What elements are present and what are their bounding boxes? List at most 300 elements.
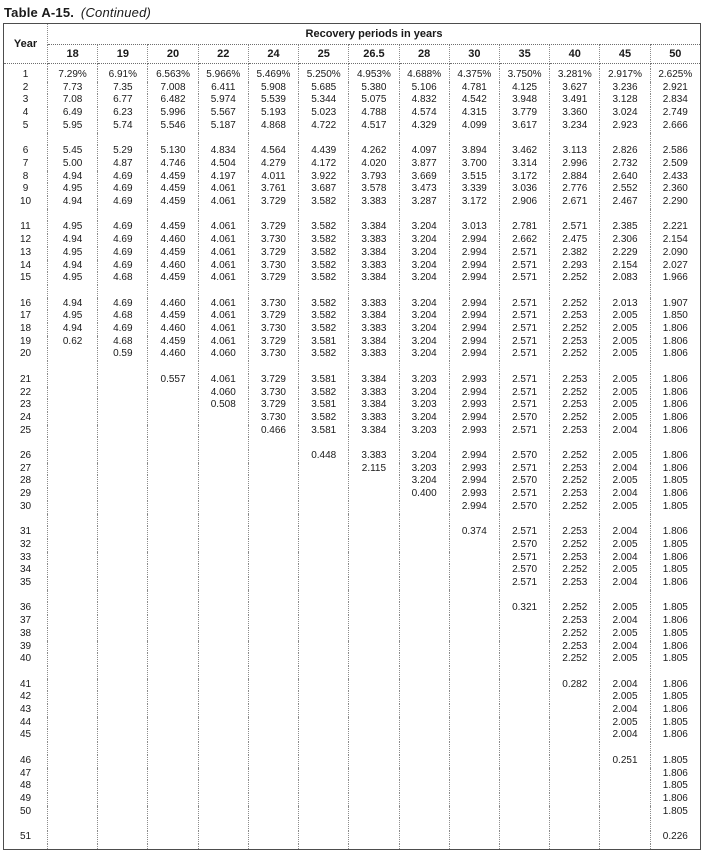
rate-cell: 3.383 — [349, 387, 399, 400]
spacer-cell — [98, 285, 148, 298]
rate-cell: 3.729 — [248, 399, 298, 412]
spacer-cell — [349, 209, 399, 222]
rate-cell — [248, 552, 298, 565]
year-cell: 34 — [4, 564, 48, 577]
rate-cell: 2.004 — [600, 679, 650, 692]
spacer-cell — [349, 437, 399, 450]
rate-cell: 4.459 — [148, 196, 198, 209]
table-header — [4, 24, 701, 64]
rate-cell: 2.005 — [600, 336, 650, 349]
rate-cell: 3.203 — [399, 425, 449, 438]
table-row-year-48 — [4, 780, 701, 793]
rate-cell — [48, 412, 98, 425]
spacer-cell — [650, 666, 700, 679]
rate-cell — [148, 501, 198, 514]
spacer-cell — [550, 361, 600, 374]
rate-cell — [198, 475, 248, 488]
rate-cell: 2.004 — [600, 488, 650, 501]
rate-cell — [198, 691, 248, 704]
rate-cell: 2.884 — [550, 171, 600, 184]
rate-cell: 3.922 — [299, 171, 349, 184]
rate-cell: 3.582 — [299, 348, 349, 361]
spacer-cell — [499, 437, 549, 450]
spacer-cell — [148, 742, 198, 755]
rate-cell: 4.060 — [198, 348, 248, 361]
rate-cell — [399, 653, 449, 666]
spacer-cell — [349, 133, 399, 146]
rate-cell: 2.433 — [650, 171, 700, 184]
rate-cell — [349, 780, 399, 793]
rate-cell: 3.730 — [248, 412, 298, 425]
table-row-year-34 — [4, 564, 701, 577]
table-row-year-33 — [4, 552, 701, 565]
table-row-year-28 — [4, 475, 701, 488]
table-row-year-3 — [4, 94, 701, 107]
table-row-year-27 — [4, 463, 701, 476]
rate-cell: 2.906 — [499, 196, 549, 209]
spacer-cell — [550, 818, 600, 831]
rate-cell: 2.994 — [449, 260, 499, 273]
rate-cell: 3.894 — [449, 145, 499, 158]
rate-cell — [600, 768, 650, 781]
edge-spacer-row — [4, 844, 701, 850]
rate-cell — [98, 412, 148, 425]
spacer-cell — [248, 818, 298, 831]
spacer-cell — [399, 361, 449, 374]
rate-cell — [98, 577, 148, 590]
spacer-cell — [600, 514, 650, 527]
year-cell: 1 — [4, 69, 48, 82]
rate-cell: 1.805 — [650, 602, 700, 615]
rate-cell — [148, 615, 198, 628]
rate-cell: 3.730 — [248, 260, 298, 273]
rate-cell — [248, 806, 298, 819]
spacer-cell — [299, 285, 349, 298]
rate-cell: 0.62 — [48, 336, 98, 349]
rate-cell: 3.234 — [550, 120, 600, 133]
rate-cell: 3.113 — [550, 145, 600, 158]
spacer-cell — [4, 742, 48, 755]
rate-cell — [399, 729, 449, 742]
table-row-year-5 — [4, 120, 701, 133]
rate-cell — [449, 577, 499, 590]
rate-cell: 1.907 — [650, 298, 700, 311]
rate-cell: 4.459 — [148, 171, 198, 184]
spacer-cell — [399, 133, 449, 146]
spacer-cell — [48, 437, 98, 450]
spacer-cell — [299, 209, 349, 222]
rate-cell — [299, 768, 349, 781]
rate-cell: 2.994 — [449, 450, 499, 463]
rate-cell: 2.571 — [499, 260, 549, 273]
rate-cell: 2.005 — [600, 310, 650, 323]
rate-cell: 2.571 — [499, 488, 549, 501]
rate-cell: 4.459 — [148, 310, 198, 323]
rate-cell: 3.700 — [449, 158, 499, 171]
rate-cell: 3.013 — [449, 221, 499, 234]
spacer-cell — [248, 514, 298, 527]
spacer-cell — [248, 285, 298, 298]
rate-cell: 3.877 — [399, 158, 449, 171]
rate-cell: 1.850 — [650, 310, 700, 323]
rate-cell: 3.204 — [399, 221, 449, 234]
rate-cell: 1.806 — [650, 768, 700, 781]
rate-cell: 2.252 — [550, 450, 600, 463]
rate-cell: 2.253 — [550, 526, 600, 539]
rate-cell — [198, 488, 248, 501]
rate-cell — [98, 539, 148, 552]
rate-cell — [198, 501, 248, 514]
rate-cell — [248, 488, 298, 501]
rate-cell — [349, 729, 399, 742]
rate-cell — [198, 780, 248, 793]
rate-cell — [248, 793, 298, 806]
rate-cell — [399, 628, 449, 641]
rate-cell — [248, 526, 298, 539]
rate-cell: 4.69 — [98, 234, 148, 247]
group-spacer-row — [4, 742, 701, 755]
rate-cell — [48, 564, 98, 577]
rate-cell: 4.95 — [48, 247, 98, 260]
rate-cell: 5.908 — [248, 82, 298, 95]
rate-cell — [98, 552, 148, 565]
year-cell: 18 — [4, 323, 48, 336]
rate-cell: 3.582 — [299, 234, 349, 247]
rate-cell — [148, 704, 198, 717]
rate-cell: 3.036 — [499, 183, 549, 196]
rate-cell — [499, 679, 549, 692]
rate-cell: 2.005 — [600, 691, 650, 704]
rate-cell: 2.004 — [600, 526, 650, 539]
rate-cell — [98, 475, 148, 488]
rate-cell — [148, 412, 198, 425]
rate-cell — [198, 641, 248, 654]
rate-cell: 3.729 — [248, 272, 298, 285]
rate-cell — [550, 780, 600, 793]
year-cell: 13 — [4, 247, 48, 260]
rate-cell: 5.966% — [198, 69, 248, 82]
rate-cell — [98, 780, 148, 793]
spacer-cell — [499, 361, 549, 374]
rate-cell — [399, 717, 449, 730]
rate-cell: 4.95 — [48, 310, 98, 323]
rate-cell — [48, 399, 98, 412]
rate-cell: 1.805 — [650, 806, 700, 819]
spacer-cell — [349, 285, 399, 298]
spacer-cell — [650, 209, 700, 222]
rate-cell — [148, 768, 198, 781]
rate-cell: 4.564 — [248, 145, 298, 158]
spacer-cell — [499, 209, 549, 222]
rate-cell: 4.68 — [98, 272, 148, 285]
rate-cell — [349, 488, 399, 501]
rate-cell — [48, 729, 98, 742]
rate-cell: 1.805 — [650, 717, 700, 730]
rate-cell — [98, 387, 148, 400]
rate-cell: 2.571 — [499, 463, 549, 476]
spacer-cell — [449, 437, 499, 450]
rate-cell: 2.253 — [550, 577, 600, 590]
rate-cell: 2.994 — [449, 475, 499, 488]
table-row-year-43 — [4, 704, 701, 717]
rate-cell: 2.993 — [449, 425, 499, 438]
rate-cell — [48, 526, 98, 539]
rate-cell: 2.252 — [550, 501, 600, 514]
rate-cell: 2.004 — [600, 704, 650, 717]
spacer-cell — [4, 818, 48, 831]
rate-cell — [98, 831, 148, 844]
rate-cell: 3.384 — [349, 247, 399, 260]
rate-cell: 4.020 — [349, 158, 399, 171]
rate-cell: 1.806 — [650, 577, 700, 590]
period-header-28: 28 — [399, 45, 449, 64]
rate-cell: 1.806 — [650, 615, 700, 628]
rate-cell — [148, 831, 198, 844]
rate-cell: 3.204 — [399, 348, 449, 361]
spacer-cell — [98, 666, 148, 679]
rate-cell — [600, 806, 650, 819]
spacer-cell — [349, 742, 399, 755]
rate-cell: 0.226 — [650, 831, 700, 844]
rate-cell — [148, 463, 198, 476]
table-row-year-38 — [4, 628, 701, 641]
rate-cell — [499, 704, 549, 717]
rate-cell: 2.252 — [550, 298, 600, 311]
rate-cell — [600, 831, 650, 844]
rate-cell: 6.91% — [98, 69, 148, 82]
rate-cell: 3.384 — [349, 272, 399, 285]
rate-cell: 5.29 — [98, 145, 148, 158]
rate-cell: 3.204 — [399, 234, 449, 247]
rate-cell — [148, 425, 198, 438]
year-cell: 23 — [4, 399, 48, 412]
rate-cell: 2.571 — [499, 348, 549, 361]
rate-cell — [98, 564, 148, 577]
rate-cell: 2.993 — [449, 463, 499, 476]
rate-cell: 5.344 — [299, 94, 349, 107]
spacer-cell — [399, 437, 449, 450]
rate-cell: 2.666 — [650, 120, 700, 133]
rate-cell: 6.482 — [148, 94, 198, 107]
rate-cell: 3.582 — [299, 247, 349, 260]
rate-cell: 4.060 — [198, 387, 248, 400]
rate-cell: 3.581 — [299, 336, 349, 349]
rate-cell: 3.581 — [299, 425, 349, 438]
spacer-cell — [198, 209, 248, 222]
rate-cell — [48, 348, 98, 361]
rate-cell — [349, 475, 399, 488]
rate-cell: 4.172 — [299, 158, 349, 171]
period-header-35: 35 — [499, 45, 549, 64]
rate-cell: 1.805 — [650, 653, 700, 666]
rate-cell: 4.459 — [148, 272, 198, 285]
rate-cell — [299, 526, 349, 539]
table-row-year-31 — [4, 526, 701, 539]
year-cell: 3 — [4, 94, 48, 107]
spacer-cell — [449, 818, 499, 831]
rate-cell — [248, 717, 298, 730]
rate-cell: 2.005 — [600, 475, 650, 488]
spacer-cell — [98, 818, 148, 831]
rate-cell: 1.806 — [650, 641, 700, 654]
rate-cell — [148, 539, 198, 552]
rate-cell: 2.290 — [650, 196, 700, 209]
table-body — [4, 64, 701, 850]
year-cell: 42 — [4, 691, 48, 704]
spacer-cell — [248, 133, 298, 146]
table-row-year-13 — [4, 247, 701, 260]
rate-cell — [148, 577, 198, 590]
rate-cell: 5.567 — [198, 107, 248, 120]
year-cell: 44 — [4, 717, 48, 730]
rate-cell: 3.384 — [349, 374, 399, 387]
rate-cell — [399, 526, 449, 539]
rate-cell: 2.229 — [600, 247, 650, 260]
spacer-cell — [148, 437, 198, 450]
year-cell: 22 — [4, 387, 48, 400]
year-cell: 29 — [4, 488, 48, 501]
period-header-24: 24 — [248, 45, 298, 64]
spacer-cell — [248, 844, 298, 850]
spacer-cell — [650, 514, 700, 527]
rate-cell — [148, 653, 198, 666]
rate-cell — [48, 539, 98, 552]
rate-cell — [349, 691, 399, 704]
rate-cell: 3.729 — [248, 374, 298, 387]
rate-cell: 2.994 — [449, 247, 499, 260]
rate-cell — [98, 615, 148, 628]
year-cell: 51 — [4, 831, 48, 844]
rate-cell: 2.306 — [600, 234, 650, 247]
spacer-cell — [399, 742, 449, 755]
rate-cell — [148, 717, 198, 730]
rate-cell: 3.730 — [248, 348, 298, 361]
rate-cell: 2.154 — [650, 234, 700, 247]
spacer-cell — [248, 590, 298, 603]
year-cell: 26 — [4, 450, 48, 463]
rate-cell — [449, 628, 499, 641]
rate-cell: 4.504 — [198, 158, 248, 171]
rate-cell: 2.917% — [600, 69, 650, 82]
rate-cell — [98, 729, 148, 742]
rate-cell — [299, 602, 349, 615]
spacer-cell — [600, 285, 650, 298]
rate-cell: 3.582 — [299, 196, 349, 209]
spacer-cell — [650, 437, 700, 450]
rate-cell: 2.571 — [499, 399, 549, 412]
rate-cell: 4.061 — [198, 196, 248, 209]
rate-cell: 3.204 — [399, 272, 449, 285]
rate-cell: 3.581 — [299, 374, 349, 387]
rate-cell — [98, 768, 148, 781]
table-row-year-51 — [4, 831, 701, 844]
rate-cell — [299, 552, 349, 565]
year-cell: 20 — [4, 348, 48, 361]
rate-cell: 2.005 — [600, 628, 650, 641]
rate-cell: 3.578 — [349, 183, 399, 196]
rate-cell — [48, 615, 98, 628]
rate-cell — [399, 780, 449, 793]
rate-cell: 2.005 — [600, 450, 650, 463]
rate-cell — [449, 831, 499, 844]
rate-cell — [499, 755, 549, 768]
rate-cell: 2.004 — [600, 615, 650, 628]
rate-cell — [148, 755, 198, 768]
year-cell: 28 — [4, 475, 48, 488]
rate-cell — [449, 641, 499, 654]
year-cell: 48 — [4, 780, 48, 793]
rate-cell — [48, 679, 98, 692]
table-row-year-2 — [4, 82, 701, 95]
rate-cell — [98, 425, 148, 438]
rate-cell — [198, 450, 248, 463]
rate-cell: 4.87 — [98, 158, 148, 171]
rate-cell: 3.203 — [399, 463, 449, 476]
spacer-cell — [499, 666, 549, 679]
rate-cell — [550, 768, 600, 781]
rate-cell — [248, 501, 298, 514]
rate-cell: 2.253 — [550, 463, 600, 476]
rate-cell — [299, 539, 349, 552]
rate-cell: 4.69 — [98, 196, 148, 209]
rate-cell — [299, 831, 349, 844]
rate-cell: 3.204 — [399, 310, 449, 323]
rate-cell: 2.994 — [449, 336, 499, 349]
rate-cell: 2.994 — [449, 310, 499, 323]
rate-cell — [248, 450, 298, 463]
rate-cell: 0.321 — [499, 602, 549, 615]
rate-cell: 3.204 — [399, 475, 449, 488]
rate-cell: 4.953% — [349, 69, 399, 82]
rate-cell: 3.627 — [550, 82, 600, 95]
year-cell: 17 — [4, 310, 48, 323]
rate-cell — [248, 755, 298, 768]
rate-cell: 2.671 — [550, 196, 600, 209]
rate-cell — [248, 539, 298, 552]
table-row-year-46 — [4, 755, 701, 768]
rate-cell: 7.35 — [98, 82, 148, 95]
rate-cell: 2.571 — [499, 323, 549, 336]
rate-cell — [248, 615, 298, 628]
rate-cell: 5.469% — [248, 69, 298, 82]
rate-cell — [449, 704, 499, 717]
rate-cell: 1.805 — [650, 564, 700, 577]
rate-cell: 4.574 — [399, 107, 449, 120]
year-cell: 46 — [4, 755, 48, 768]
rate-cell — [349, 653, 399, 666]
rate-cell: 3.360 — [550, 107, 600, 120]
year-cell: 7 — [4, 158, 48, 171]
rate-cell: 3.024 — [600, 107, 650, 120]
table-row-year-26 — [4, 450, 701, 463]
rate-cell — [399, 539, 449, 552]
rate-cell: 4.68 — [98, 310, 148, 323]
spacer-cell — [650, 285, 700, 298]
rate-cell: 5.00 — [48, 158, 98, 171]
group-spacer-row — [4, 818, 701, 831]
rate-cell: 4.125 — [499, 82, 549, 95]
table-row-year-7 — [4, 158, 701, 171]
spacer-cell — [449, 742, 499, 755]
rate-cell: 5.193 — [248, 107, 298, 120]
rate-cell: 2.994 — [449, 348, 499, 361]
rate-cell: 2.570 — [499, 412, 549, 425]
rate-cell: 4.788 — [349, 107, 399, 120]
rate-cell — [148, 526, 198, 539]
rate-cell: 2.004 — [600, 641, 650, 654]
rate-cell — [349, 615, 399, 628]
rate-cell: 2.005 — [600, 323, 650, 336]
